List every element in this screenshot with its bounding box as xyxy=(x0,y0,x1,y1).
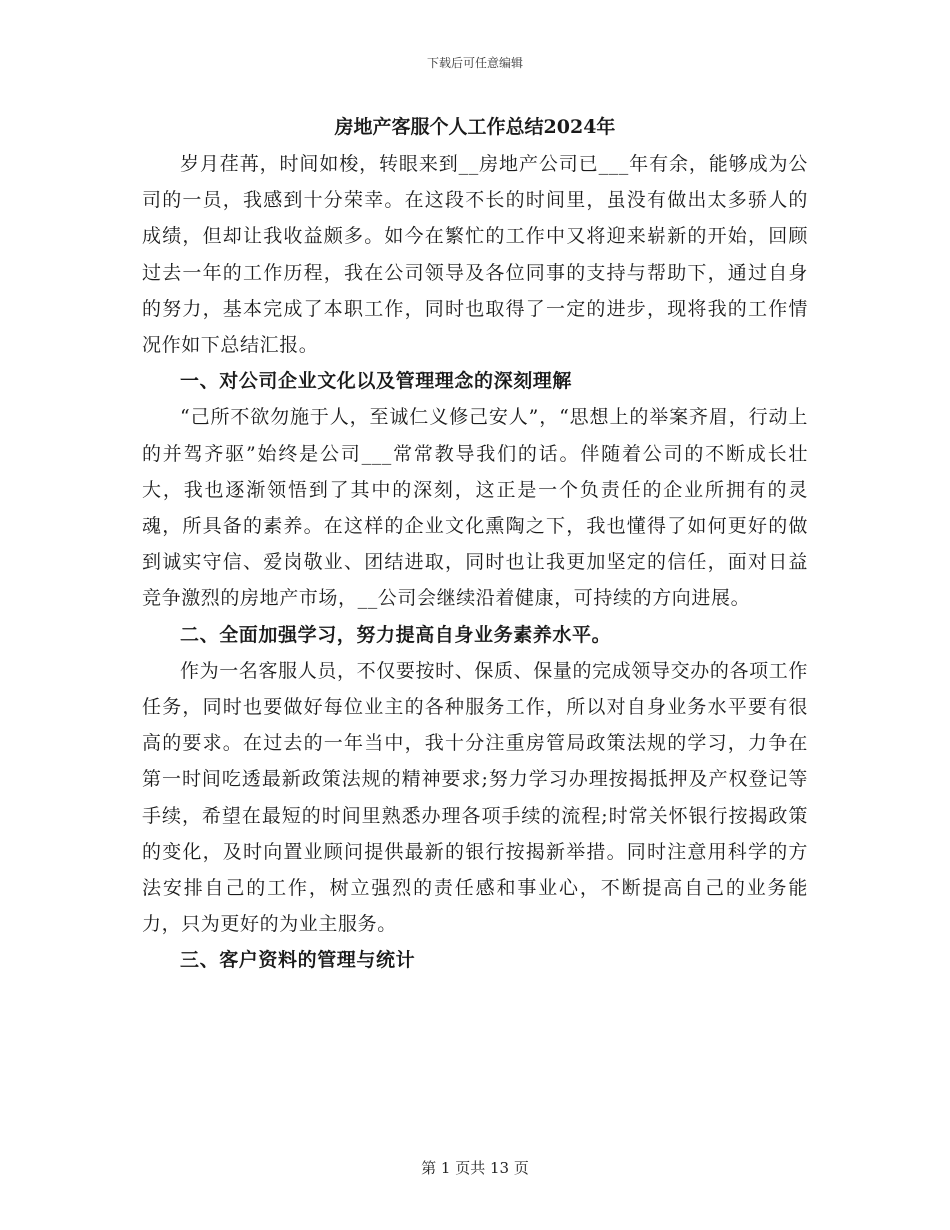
section-2-heading: 二、全面加强学习，努力提高自身业务素养水平。 xyxy=(180,623,612,646)
document-body xyxy=(142,108,808,979)
section-2-paragraph: 作为一名客服人员，不仅要按时、保质、保量的完成领导交办的各项工作任务，同时也要做好每位业主的各种服务工作，所以对自身业务水平要有很高的要求。在过去的一年当中，我十分注重房管局政策法规的学习，力争在第一时间吃透最新政策法规的精神要求;努力学习办理按揭抵押及产权登记等手续，希望在最短的时间里熟悉办理各项手续的流程;时常关怀银行按揭政策的变化，及时向置业顾问提供最新的银行按揭新举措。同时注意用科学的方法安排自己的工作，树立强烈的责任感和事业心，不断提高自己的业务能力，只为更好的为业主服务。 xyxy=(142,659,808,936)
page-header-note: 下载后可任意编辑 xyxy=(426,56,523,70)
intro-paragraph: 岁月荏苒，时间如梭，转眼来到__房地产公司已___年有余，能够成为公司的一员，我感到十分荣幸。在这段不长的时间里，虽没有做出太多骄人的成绩，但却让我收益颇多。如今在繁忙的工作中又将迎来崭新的开始，回顾过去一年的工作历程，我在公司领导及各位同事的支持与帮助下，通过自身的努力，基本完成了本职工作，同时也取得了一定的进步，现将我的工作情况作如下总结汇报。 xyxy=(142,153,808,357)
section-3-heading: 三、客户资料的管理与统计 xyxy=(180,949,416,972)
page-number-footer: 第 1 页共 13 页 xyxy=(421,1159,529,1177)
section-1-heading: 一、对公司企业文化以及管理理念的深刻理解 xyxy=(180,370,573,393)
section-1-paragraph: “己所不欲勿施于人，至诚仁义修己安人”，“思想上的举案齐眉，行动上的并驾齐驱”始终是公司___常常教导我们的话。伴随着公司的不断成长壮大，我也逐渐领悟到了其中的深刻，这正是一个负责任的企业所拥有的灵魂，所具备的素养。在这样的企业文化熏陶之下，我也懂得了如何更好的做到诚实守信、爱岗敬业、团结进取，同时也让我更加坚定的信任，面对日益竞争激烈的房地产市场，__公司会继续沿着健康，可持续的方向进展。 xyxy=(142,406,808,610)
document-title: 房地产客服个人工作总结2024年 xyxy=(334,116,616,138)
